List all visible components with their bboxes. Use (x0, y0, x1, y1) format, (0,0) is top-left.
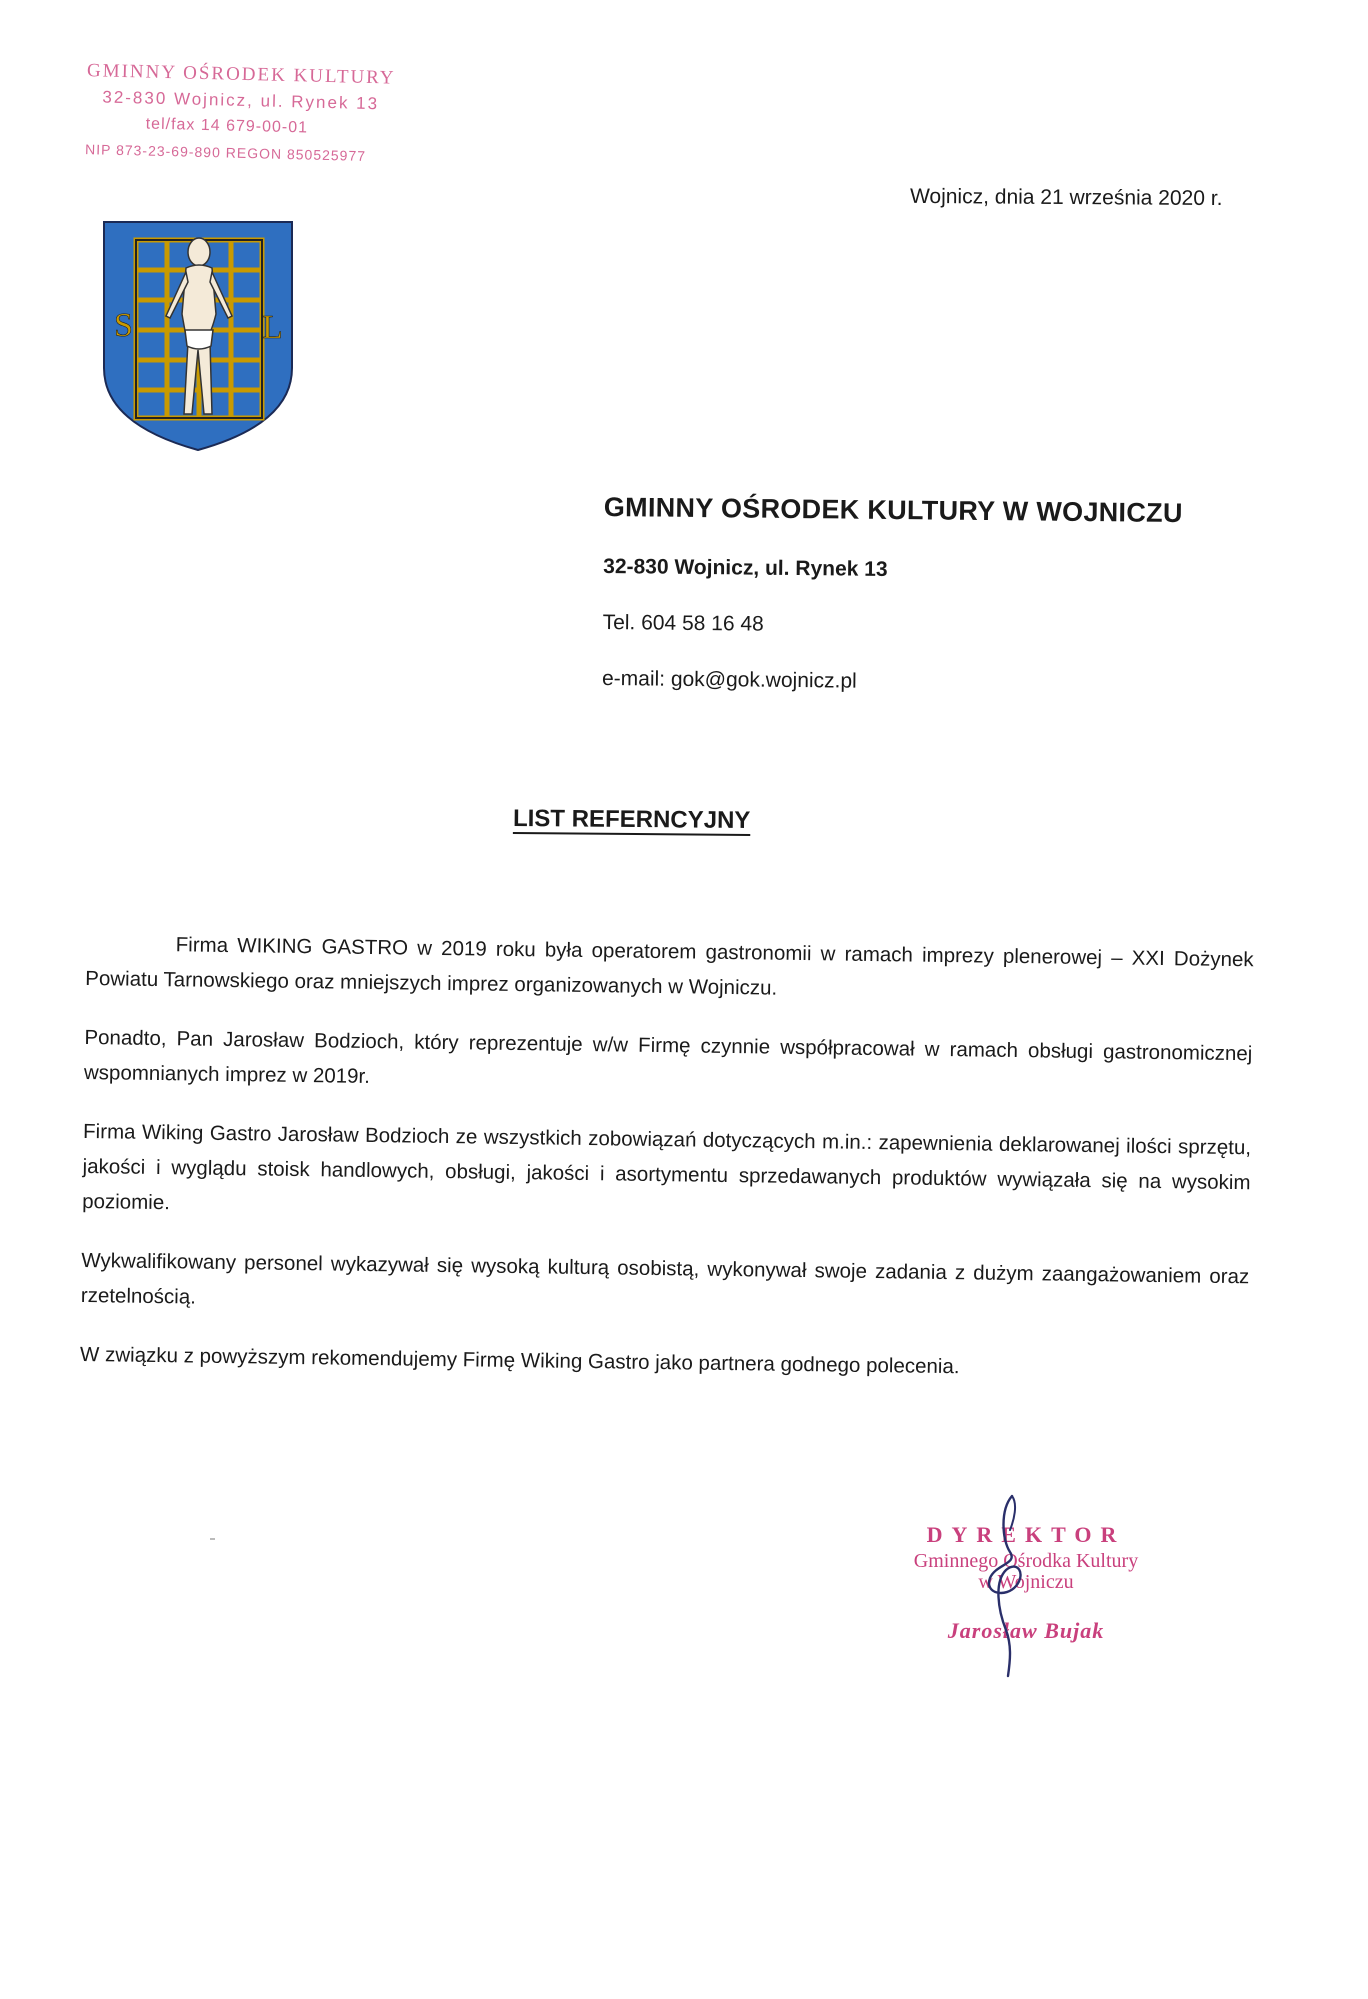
recipient-phone: Tel. 604 58 16 48 (602, 610, 764, 636)
body-paragraph-5: W związku z powyższym rekomendujemy Firmę Wiking Gastro jako partnera godnego polecenia. (79, 1342, 960, 1379)
recipient-block (602, 492, 1183, 697)
document-date: Wojnicz, dnia 21 września 2020 r. (909, 184, 1223, 211)
letter-body (79, 926, 1253, 1412)
crest-letter-left: S (114, 307, 133, 344)
signature-org-line-1: Gminnego Ośrodka Kultury (913, 1550, 1139, 1572)
signer-name: Jarosław Bujak (947, 1618, 1105, 1643)
stamp-line-4: NIP 873-23-69-890 REGON 850525977 (84, 141, 367, 164)
institution-stamp (85, 58, 407, 170)
recipient-email: e-mail: gok@gok.wojnicz.pl (601, 666, 857, 693)
body-paragraph-2: Ponadto, Pan Jarosław Bodzioch, który reprezentuje w/w Firmę czynnie współpracował w ramach obsługi gastronomicznej wspomnianych imprez w 2019r. (83, 1025, 1253, 1088)
recipient-name: GMINNY OŚRODEK KULTURY W WOJNICZU (603, 492, 1183, 529)
body-paragraph-3: Firma Wiking Gastro Jarosław Bodzioch ze wszystkich zobowiązań dotyczących m.in.: zapewnienia deklarowanej ilości sprzętu, jakości i wyglądu stoisk handlowych, obsługi, jakości i asortymentu sprzedawanych produktów wywiązała się na wysokim poziomie. (81, 1119, 1252, 1215)
signature-title: DYREKTOR (926, 1522, 1126, 1547)
stamp-line-3: tel/fax 14 679-00-01 (145, 115, 309, 137)
signature-org-line-2: w Wojniczu (978, 1571, 1074, 1593)
document-title: LIST REFERNCYJNY (512, 804, 751, 835)
coat-of-arms-icon (100, 218, 296, 454)
body-paragraph-1: Firma WIKING GASTRO w 2019 roku była operatorem gastronomii w ramach imprezy plenerowej – XXI Dożynek Powiatu Tarnowskiego oraz mniejszych imprez organizowanych w Wojniczu. (85, 933, 1254, 1000)
crest-letter-right: L (262, 309, 283, 346)
handwritten-signature-icon (940, 1490, 1080, 1680)
scan-speck (210, 1538, 215, 1540)
stamp-line-2: 32-830 Wojnicz, ul. Rynek 13 (102, 87, 380, 114)
recipient-address: 32-830 Wojnicz, ul. Rynek 13 (603, 554, 888, 581)
body-paragraph-4: Wykwalifikowany personel wykazywał się wysoką kulturą osobistą, wykonywał swoje zadania z dużym zaangażowaniem oraz rzetelnością. (80, 1248, 1250, 1309)
stamp-line-1: GMINNY OŚRODEK KULTURY (86, 60, 396, 89)
